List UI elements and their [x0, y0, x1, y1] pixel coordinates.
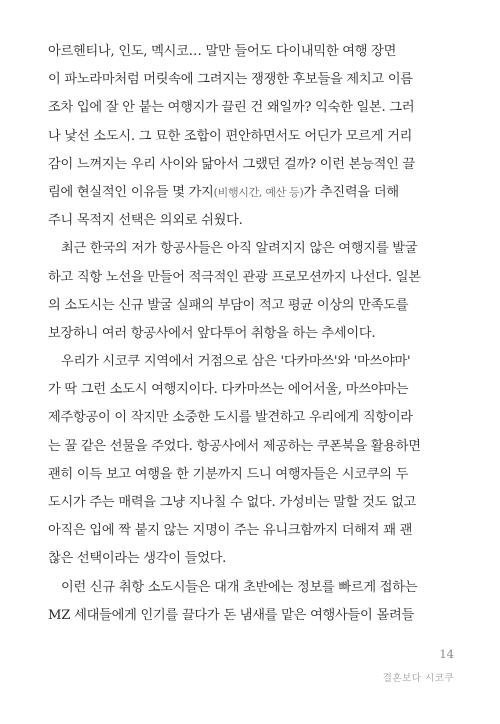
text-line: 하고 직항 노선을 만들어 적극적인 관광 프로모션까지 나선다. 일본: [48, 269, 421, 285]
text-line: 이런 신규 취항 소도시들은 대개 초반에는 정보를 빠르게 접하는: [61, 579, 418, 595]
text-line: [48, 179, 454, 207]
text-line: 아직은 입에 짝 붙지 않는 지명이 주는 유니크함까지 더해져 꽤 괜: [48, 523, 413, 539]
text-line: 이 파노라마처럼 머릿속에 그려지는 쟁쟁한 후보들을 제치고 이름: [48, 72, 413, 88]
text-line: MZ 세대들에게 인기를 끌다가 돈 냄새를 맡은 여행사들이 몰려들: [48, 607, 414, 623]
text-line: 조차 입에 잘 안 붙는 여행지가 끌린 건 왜일까? 익숙한 일본. 그러: [48, 100, 415, 116]
text-line: 주니 목적지 선택은 의외로 쉬웠다.: [48, 213, 243, 229]
text-line: 의 소도시는 신규 발굴 실패의 부담이 적고 평균 이상의 만족도를: [48, 297, 409, 313]
text-segment: 가 추진력을 더해: [303, 184, 399, 200]
text-line: 보장하니 여러 항공사에서 앞다투어 취항을 하는 추세이다.: [48, 325, 376, 341]
body-text: [48, 38, 454, 630]
text-line: 도시가 주는 매력을 그냥 지나칠 수 없다. 가성비는 말할 것도 없고: [48, 495, 417, 510]
text-line: 가 딱 그런 소도시 여행지이다. 다카마쓰는 에어서울, 마쓰야마는: [48, 382, 409, 398]
text-line: 괜히 이득 보고 여행을 한 기분까지 드니 여행자들은 시코쿠의 두: [48, 466, 409, 482]
text-line: 우리가 시코쿠 지역에서 거점으로 삼은 '다카마쓰'와 '마쓰야마': [61, 354, 411, 370]
page-number: 14: [439, 647, 454, 661]
text-segment: 림에 현실적인 이유들 몇 가지: [48, 184, 214, 200]
text-line: 감이 느껴지는 우리 사이와 닮아서 그랬던 걸까? 이런 본능적인 끌: [48, 156, 416, 172]
text-line: 나 낯선 소도시. 그 묘한 조합이 편안하면서도 어딘가 모르게 거리: [48, 128, 413, 144]
text-line: 찮은 선택이라는 생각이 들었다.: [48, 551, 227, 567]
parenthetical-note: (비행시간, 예산 등): [213, 185, 304, 199]
text-line: 제주항공이 이 작지만 소중한 도시를 발견하고 우리에게 직항이라: [48, 410, 413, 426]
text-line: 최근 한국의 저가 항공사들은 아직 알려지지 않은 여행지를 발굴: [61, 241, 418, 257]
running-title: 결혼보다 시코쿠: [382, 673, 454, 684]
text-line: 는 꿀 같은 선물을 주었다. 항공사에서 제공하는 쿠폰북을 활용하면: [48, 438, 421, 454]
text-line: 아르헨티나, 인도, 멕시코… 말만 들어도 다이내믹한 여행 장면: [48, 44, 397, 59]
